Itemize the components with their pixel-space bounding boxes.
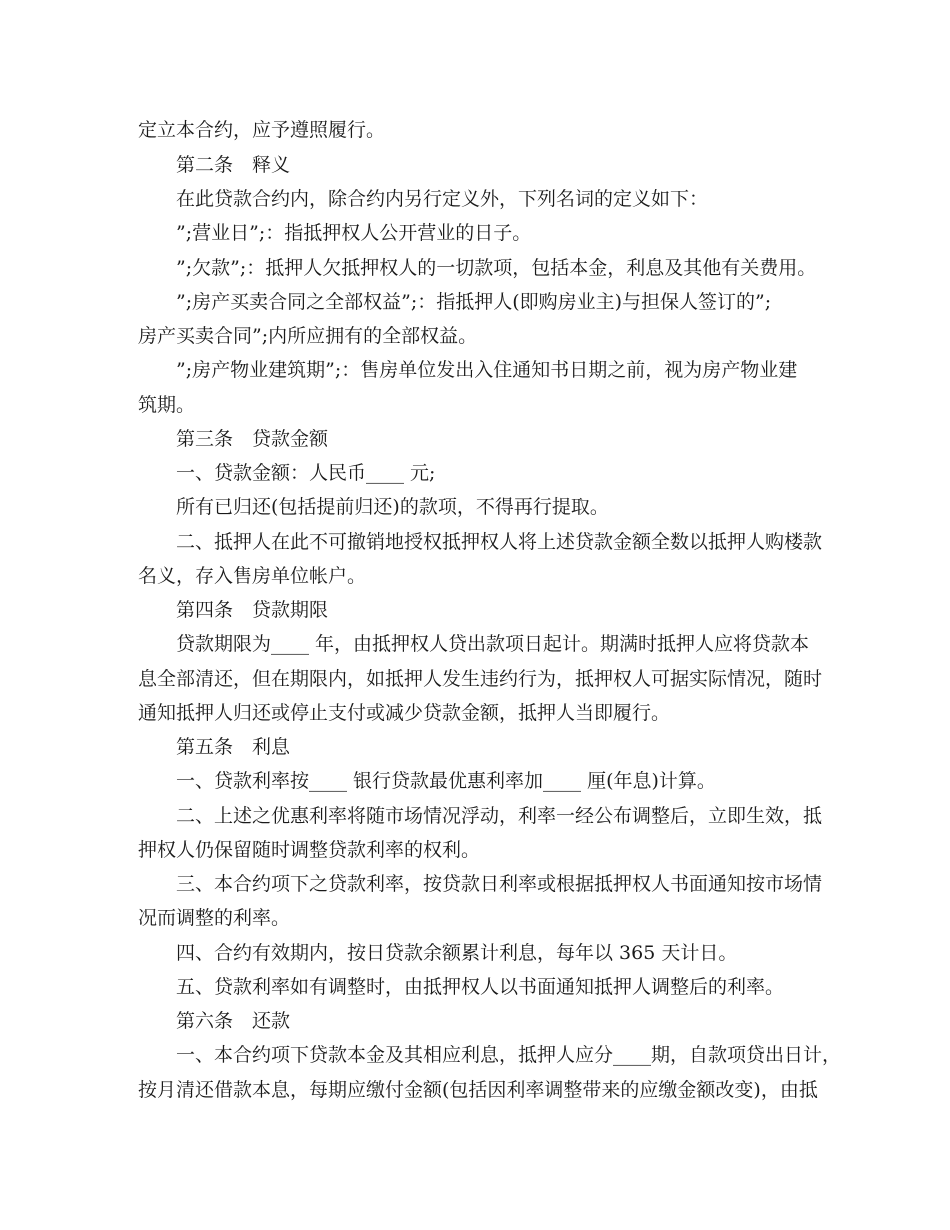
clause-line: 四、合约有效期内，按日贷款余额累计利息，每年以 365 天计日。 bbox=[176, 942, 738, 964]
clause-line: 一、本合约项下贷款本金及其相应利息，抵押人应分____期，自款项贷出日计， bbox=[176, 1044, 842, 1066]
clause-line: 三、本合约项下之贷款利率，按贷款日利率或根据抵押权人书面通知按市场情 bbox=[176, 873, 823, 895]
body-line: 所有已归还(包括提前归还)的款项，不得再行提取。 bbox=[176, 496, 609, 518]
section-heading: 第二条 释义 bbox=[176, 154, 291, 176]
body-line: 况而调整的利率。 bbox=[138, 907, 291, 929]
body-line: 定立本合约，应予遵照履行。 bbox=[138, 119, 386, 141]
definition-line: ”;营业日”;：指抵押权人公开营业的日子。 bbox=[176, 222, 532, 244]
definition-line: ”;欠款”;：抵押人欠抵押权人的一切款项，包括本金，利息及其他有关费用。 bbox=[176, 257, 817, 279]
body-line: 在此贷款合约内，除合约内另行定义外，下列名词的定义如下： bbox=[176, 188, 709, 210]
body-line: 押权人仍保留随时调整贷款利率的权利。 bbox=[138, 839, 481, 861]
section-heading: 第五条 利息 bbox=[176, 736, 291, 758]
clause-line: 五、贷款利率如有调整时，由抵押权人以书面通知抵押人调整后的利率。 bbox=[176, 976, 785, 998]
body-line: 通知抵押人归还或停止支付或减少贷款金额，抵押人当即履行。 bbox=[138, 702, 671, 724]
body-line: 按月清还借款本息，每期应缴付金额(包括因利率调整带来的应缴金额改变)，由抵 bbox=[138, 1079, 818, 1101]
definition-line: ”;房产买卖合同之全部权益”;：指抵押人(即购房业主)与担保人签订的”; bbox=[176, 291, 772, 313]
body-line: 息全部清还，但在期限内，如抵押人发生违约行为，抵押权人可据实际情况，随时 bbox=[138, 668, 823, 690]
clause-line: 二、上述之优惠利率将随市场情况浮动，利率一经公布调整后，立即生效，抵 bbox=[176, 805, 823, 827]
clause-line: 贷款期限为____ 年，由抵押权人贷出款项日起计。期满时抵押人应将贷款本 bbox=[176, 633, 810, 655]
body-line: 名义，存入售房单位帐户。 bbox=[138, 565, 367, 587]
section-heading: 第四条 贷款期限 bbox=[176, 599, 329, 621]
body-line: 筑期。 bbox=[138, 394, 196, 416]
section-heading: 第六条 还款 bbox=[176, 1010, 291, 1032]
clause-line: 一、贷款利率按____ 银行贷款最优惠利率加____ 厘(年息)计算。 bbox=[176, 770, 716, 792]
clause-line: 二、抵押人在此不可撤销地授权抵押权人将上述贷款金额全数以抵押人购楼款 bbox=[176, 531, 823, 553]
section-heading: 第三条 贷款金额 bbox=[176, 428, 329, 450]
body-line: 房产买卖合同”;内所应拥有的全部权益。 bbox=[138, 325, 478, 347]
clause-line: 一、贷款金额：人民币____ 元; bbox=[176, 462, 436, 484]
definition-line: ”;房产物业建筑期”;：售房单位发出入住通知书日期之前，视为房产物业建 bbox=[176, 359, 798, 381]
